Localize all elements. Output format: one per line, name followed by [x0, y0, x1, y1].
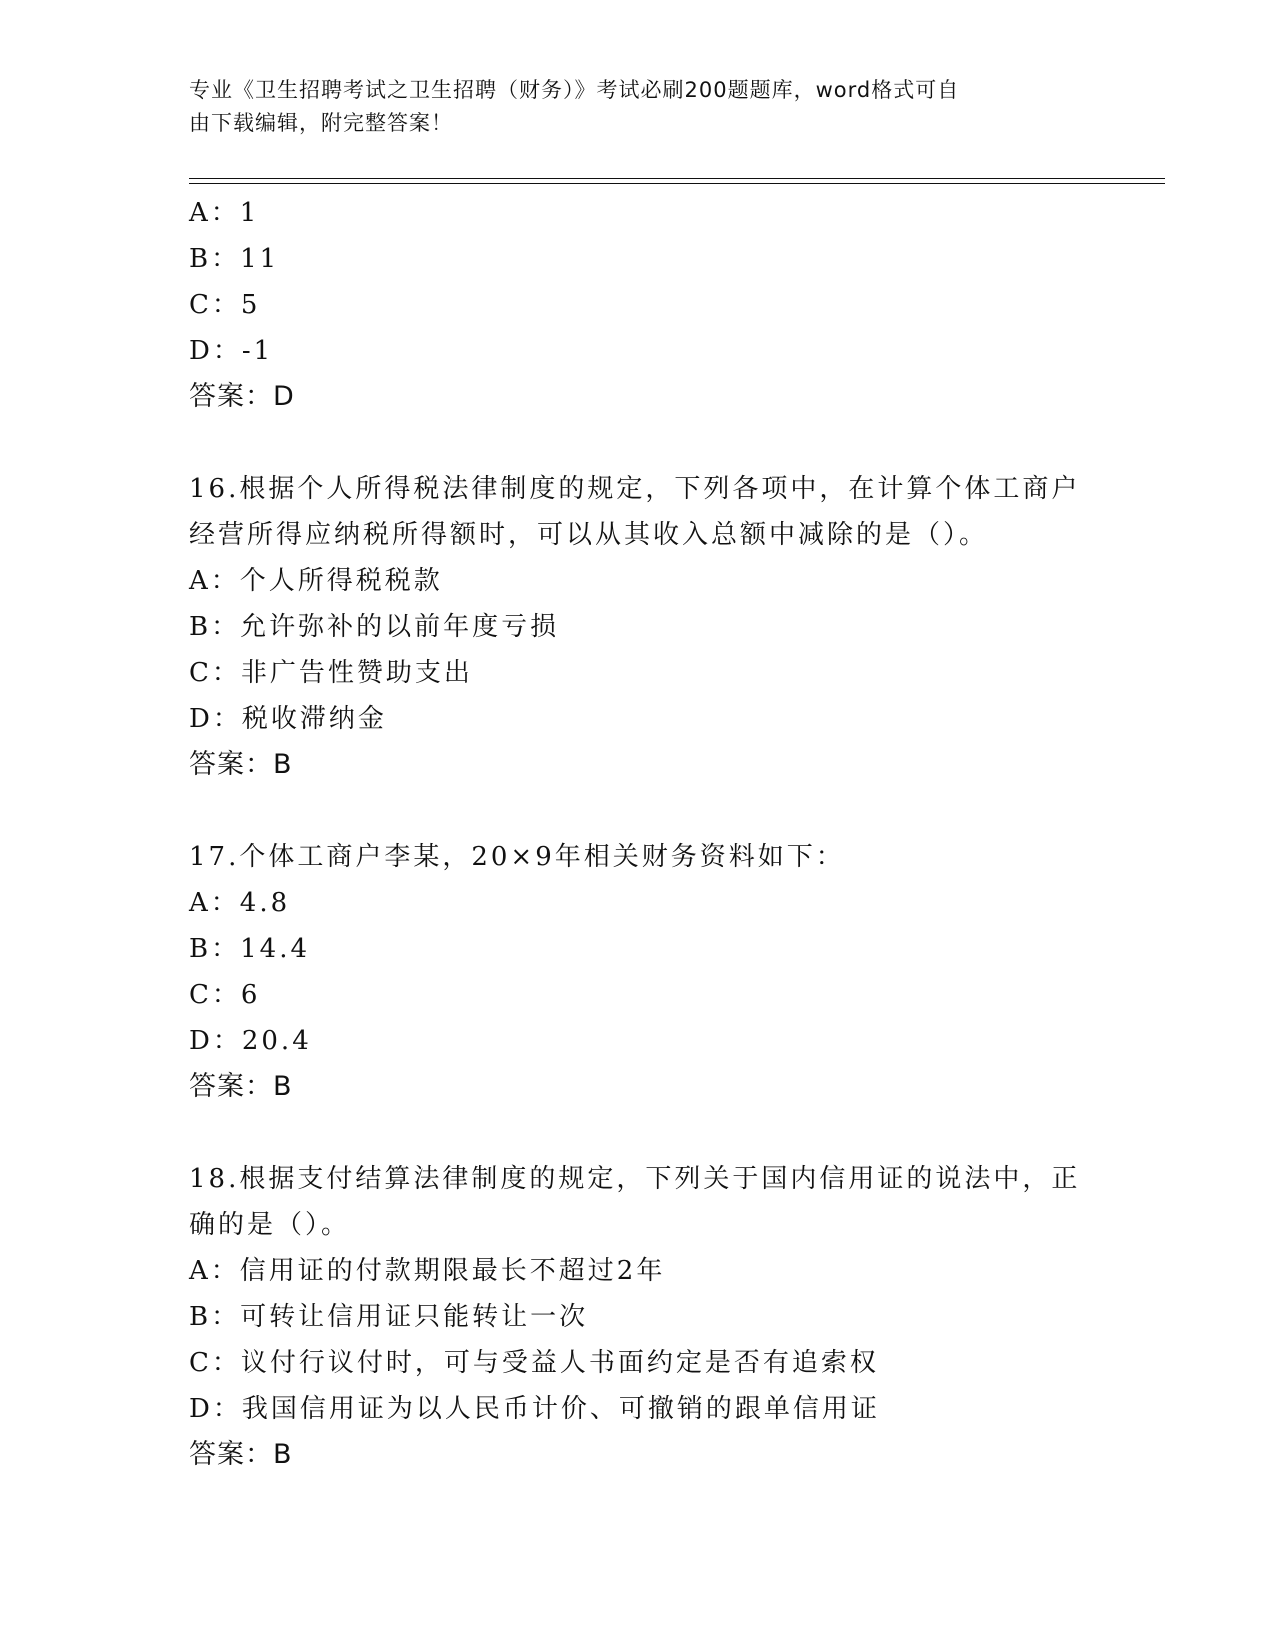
- spacer: [189, 1110, 1139, 1156]
- q17-option-b: B：14.4: [189, 934, 310, 964]
- q17-stem-line-1: 17.个体工商户李某，20×9年相关财务资料如下：: [189, 842, 845, 872]
- q18-option-c: C：议付行议付时，可与受益人书面约定是否有追索权: [189, 1348, 879, 1378]
- spacer: [189, 420, 1139, 466]
- question-17-block: [189, 834, 1139, 1110]
- q18-option-a: A：信用证的付款期限最长不超过2年: [189, 1256, 666, 1286]
- q18-stem-line-1: 18.根据支付结算法律制度的规定，下列关于国内信用证的说法中，正: [189, 1164, 1081, 1194]
- header-rule-bottom: [189, 183, 1165, 184]
- q16-option-a: A：个人所得税税款: [189, 566, 443, 596]
- q18-option-d: D：我国信用证为以人民币计价、可撤销的跟单信用证: [189, 1394, 880, 1424]
- header-line-2: 由下载编辑，附完整答案！: [189, 111, 453, 135]
- question-15-block: [189, 190, 1139, 420]
- q16-option-b: B：允许弥补的以前年度亏损: [189, 612, 560, 642]
- q15-option-b: B：11: [189, 244, 280, 274]
- q18-answer: 答案：B: [189, 1439, 293, 1470]
- q16-option-d: D：税收滞纳金: [189, 704, 387, 734]
- q16-stem-line-1: 16.根据个人所得税法律制度的规定，下列各项中，在计算个体工商户: [189, 474, 1081, 504]
- q15-option-c: C：5: [189, 290, 261, 320]
- q15-option-d: D：-1: [189, 336, 274, 366]
- document-body: [189, 190, 1139, 1478]
- question-18-block: [189, 1156, 1139, 1478]
- q17-answer: 答案：B: [189, 1071, 293, 1102]
- document-header: [189, 74, 1069, 140]
- q15-answer: 答案：D: [189, 381, 295, 412]
- header-line-1: 专业《卫生招聘考试之卫生招聘（财务）》考试必刷200题题库，word格式可自: [189, 78, 960, 102]
- q16-option-c: C：非广告性赞助支出: [189, 658, 473, 688]
- q18-option-b: B：可转让信用证只能转让一次: [189, 1302, 589, 1332]
- q17-option-a: A：4.8: [189, 888, 291, 918]
- q15-option-a: A：1: [189, 198, 260, 228]
- q17-option-d: D：20.4: [189, 1026, 312, 1056]
- q16-answer: 答案：B: [189, 749, 293, 780]
- q18-stem-line-2: 确的是（）。: [189, 1210, 351, 1240]
- q17-option-c: C：6: [189, 980, 261, 1010]
- header-rule-top: [189, 178, 1165, 179]
- question-16-block: [189, 466, 1139, 788]
- q16-stem-line-2: 经营所得应纳税所得额时，可以从其收入总额中减除的是（）。: [189, 520, 989, 550]
- spacer: [189, 788, 1139, 834]
